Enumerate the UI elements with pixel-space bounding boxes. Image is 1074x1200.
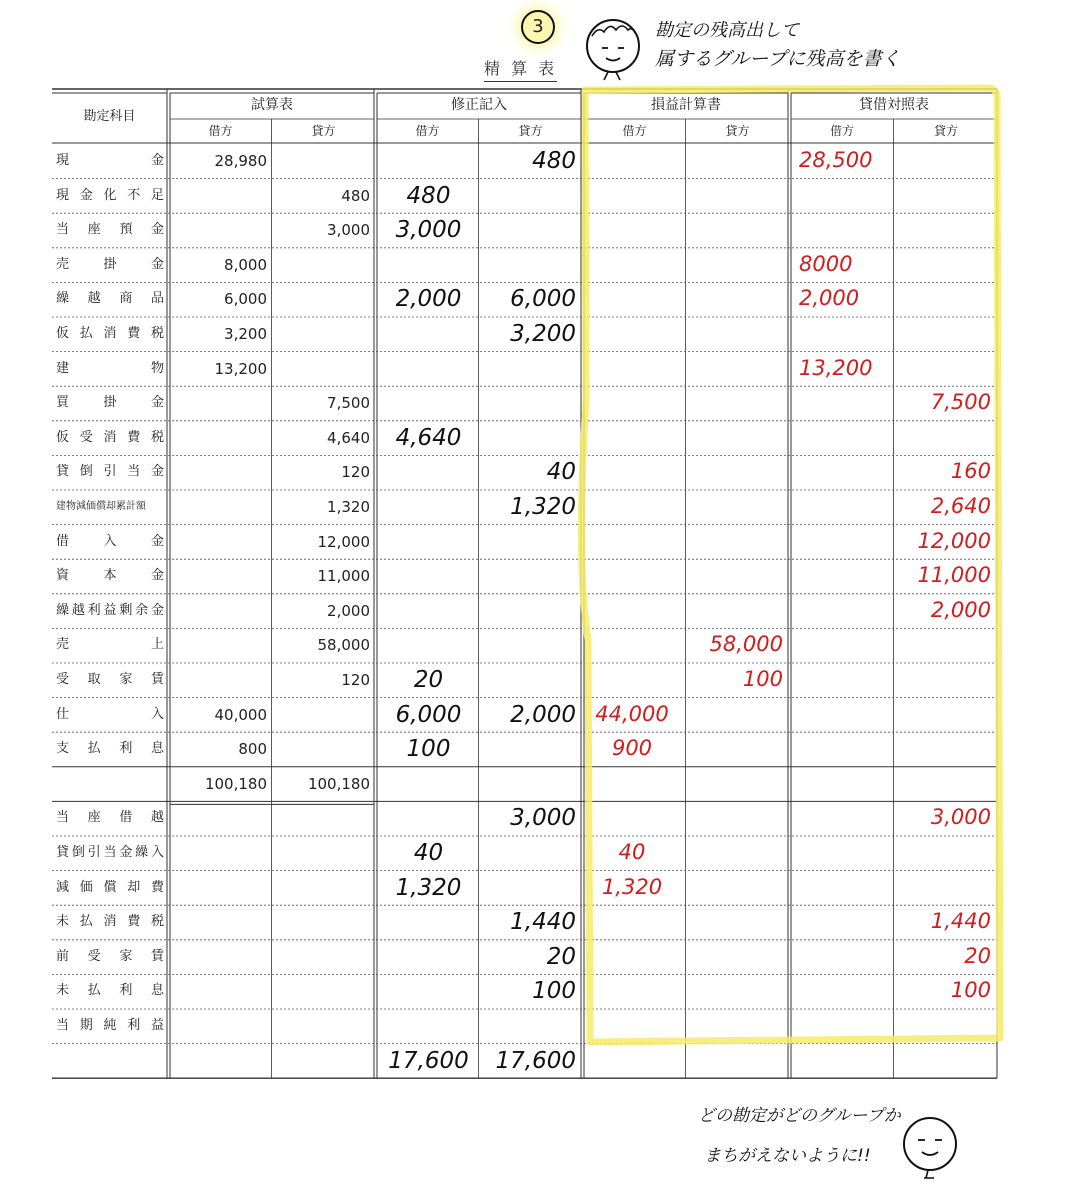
adjust-credit-value: 1,440 — [510, 909, 576, 936]
account-name: 資 本 金 — [56, 568, 164, 584]
account-name: 仮受消費税 — [56, 429, 164, 445]
header-bs-debit: 借方 — [829, 124, 854, 138]
account-name: 現金化不足 — [56, 187, 164, 203]
pl-debit-value: 1,320 — [601, 874, 663, 899]
bs-credit-value: 11,000 — [917, 563, 991, 588]
bs-credit-value: 12,000 — [917, 528, 991, 553]
account-name: 建物減価償却累計額 — [56, 501, 146, 512]
account-name: 貸倒引当金 — [56, 464, 164, 480]
account-name: 当期純利益 — [56, 1018, 164, 1033]
adjust-debit-value: 1,320 — [395, 874, 462, 901]
note-top-line2: 属するグループに残高を書く — [655, 48, 901, 70]
header-adjust-credit: 貸方 — [518, 124, 543, 138]
pl-credit-value: 58,000 — [709, 632, 783, 657]
circle-number-label: 3 — [532, 16, 544, 37]
adjust-credit-value: 1,320 — [510, 494, 576, 520]
header-account: 勘定科目 — [83, 109, 136, 124]
bs-debit-value: 13,200 — [799, 355, 873, 380]
pl-credit-value: 100 — [742, 667, 783, 691]
bs-credit-value: 2,640 — [930, 494, 991, 518]
account-name: 売 上 — [56, 637, 164, 653]
bs-credit-value: 3,000 — [930, 805, 991, 830]
adjust-debit-value: 4,640 — [395, 424, 462, 451]
note-bottom-line1: どの勘定がどのグループか — [698, 1106, 901, 1126]
header-balance-sheet: 貸借対照表 — [859, 97, 929, 113]
trial-credit-value: 2,000 — [327, 601, 370, 620]
bs-debit-value: 8000 — [799, 251, 853, 276]
header-trial-credit: 貸方 — [311, 124, 336, 138]
trial-debit-value: 800 — [238, 740, 267, 759]
trial-debit-value: 100,180 — [204, 774, 267, 793]
adjust-debit-value: 2,000 — [395, 286, 462, 313]
adjust-debit-value: 3,000 — [395, 217, 462, 244]
adjust-debit-value: 6,000 — [395, 701, 462, 728]
bs-credit-value: 2,000 — [930, 597, 991, 622]
adjust-credit-value: 3,200 — [510, 321, 576, 347]
header-income-statement: 損益計算書 — [651, 97, 721, 113]
pl-debit-value: 44,000 — [595, 701, 669, 726]
header-pl-debit: 借方 — [622, 124, 647, 138]
account-name: 仮払消費税 — [56, 326, 164, 341]
account-name: 借 入 金 — [56, 533, 164, 549]
account-name: 貸倒引当金繰入 — [56, 845, 164, 860]
trial-credit-value: 100,180 — [307, 774, 370, 793]
account-name: 繰越商品 — [56, 291, 164, 307]
adjust-credit-value: 6,000 — [510, 286, 576, 313]
trial-debit-value: 6,000 — [224, 290, 267, 309]
adjust-credit-value: 3,000 — [510, 805, 576, 832]
adjust-credit-value: 100 — [532, 978, 576, 1005]
header-pl-credit: 貸方 — [725, 124, 750, 138]
adjust-credit-value: 17,600 — [495, 1047, 576, 1074]
trial-credit-value: 58,000 — [317, 636, 370, 655]
trial-credit-value: 4,640 — [327, 428, 370, 447]
account-name: 当座借越 — [56, 810, 164, 826]
trial-credit-value: 480 — [341, 186, 370, 205]
header-bs-credit: 貸方 — [933, 124, 958, 138]
trial-credit-value: 3,000 — [327, 221, 370, 240]
trial-debit-value: 3,200 — [224, 325, 267, 343]
adjust-debit-value: 40 — [413, 840, 444, 866]
adjust-credit-value: 480 — [532, 148, 576, 174]
bs-credit-value: 20 — [964, 943, 991, 968]
trial-credit-value: 120 — [341, 671, 370, 689]
adjust-credit-value: 20 — [546, 943, 576, 970]
account-name: 現 金 — [56, 153, 164, 168]
account-name: 未払利息 — [56, 983, 164, 999]
trial-debit-value: 40,000 — [214, 705, 267, 724]
trial-credit-value: 7,500 — [327, 394, 370, 413]
adjust-debit-value: 17,600 — [388, 1047, 469, 1074]
account-name: 買 掛 金 — [56, 395, 164, 411]
header-trial-debit: 借方 — [208, 124, 233, 138]
header-adjustments: 修正記入 — [451, 97, 507, 113]
bs-credit-value: 160 — [950, 459, 991, 484]
bs-credit-value: 1,440 — [930, 909, 991, 934]
note-top-line1: 勘定の残高出して — [655, 20, 799, 41]
account-name: 前受家賃 — [56, 948, 164, 964]
account-name: 建 物 — [56, 360, 164, 376]
trial-credit-value: 11,000 — [317, 567, 370, 586]
pl-debit-value: 900 — [611, 736, 653, 761]
trial-debit-value: 13,200 — [214, 359, 267, 378]
account-name: 未払消費税 — [56, 914, 164, 930]
bs-credit-value: 100 — [950, 978, 991, 1003]
header-trial-balance: 試算表 — [251, 97, 293, 113]
header-adjust-debit: 借方 — [415, 124, 440, 138]
account-name: 繰越利益剰余金 — [56, 602, 164, 618]
account-name: 支払利息 — [56, 741, 164, 757]
adjust-credit-value: 2,000 — [510, 701, 576, 728]
account-name: 仕 入 — [56, 706, 164, 722]
account-name: 当座預金 — [56, 222, 164, 238]
account-name: 受取家賃 — [56, 672, 164, 687]
smiley-face-small-icon — [898, 1112, 962, 1186]
bs-debit-value: 2,000 — [799, 286, 860, 311]
trial-credit-value: 12,000 — [317, 532, 370, 551]
adjust-debit-value: 20 — [413, 667, 444, 693]
adjust-debit-value: 100 — [406, 736, 451, 763]
adjust-debit-value: 480 — [406, 182, 451, 209]
trial-credit-value: 1,320 — [327, 498, 370, 516]
account-name: 減価償却費 — [56, 879, 164, 895]
bs-debit-value: 28,500 — [799, 148, 873, 172]
adjust-credit-value: 40 — [546, 459, 576, 486]
pl-debit-value: 40 — [618, 840, 646, 864]
trial-credit-value: 120 — [341, 463, 370, 482]
trial-debit-value: 8,000 — [224, 255, 267, 274]
bs-credit-value: 7,500 — [930, 390, 991, 415]
account-name: 売 掛 金 — [56, 256, 164, 272]
note-bottom-line2: まちがえないように!! — [704, 1146, 871, 1166]
page-title: 精 算 表 — [484, 56, 557, 82]
trial-debit-value: 28,980 — [214, 152, 267, 170]
